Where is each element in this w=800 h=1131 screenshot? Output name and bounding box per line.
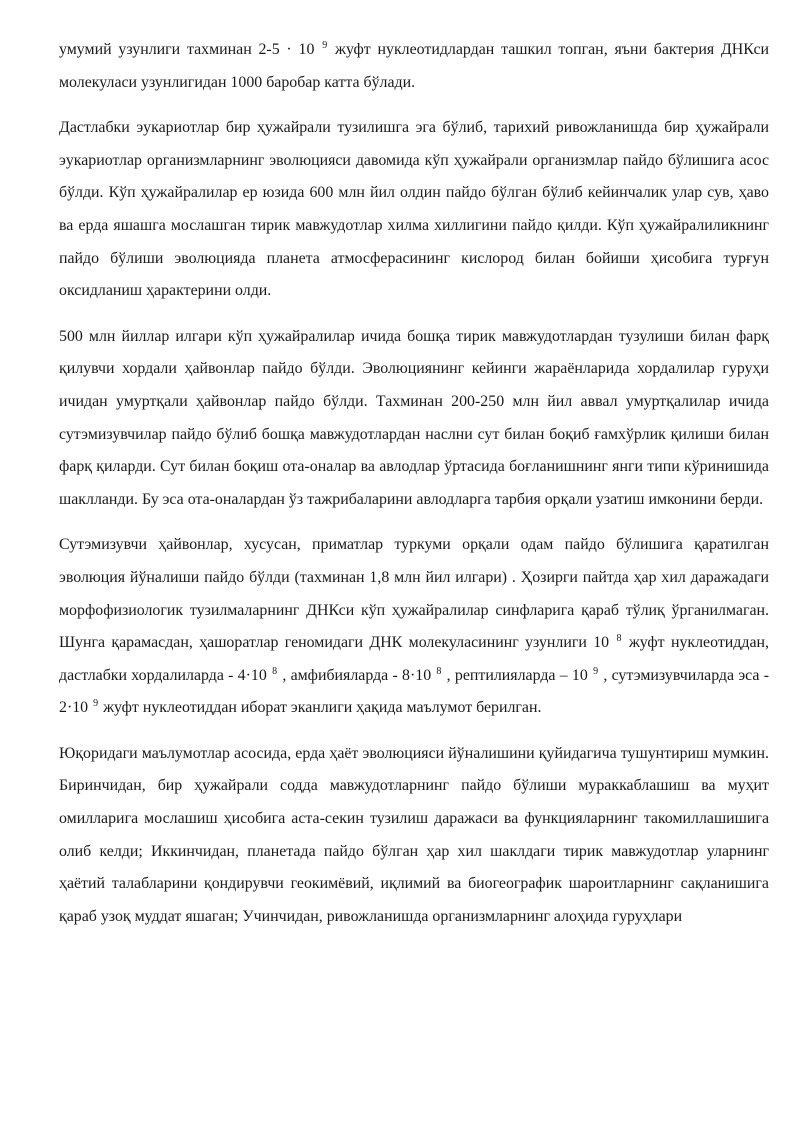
text-run: , рептилияларда – 10 xyxy=(442,666,593,684)
text-run: Дастлабки эукариотлар бир ҳужайрали тузилишга эга бўлиб, тарихий ривожланишда бир ҳужайрали эукариотлар организмларнинг эволюцияси давомида кўп ҳужайрали организмлар пайдо бўлишига асос бўлди. Кўп ҳужайралилар ер юзида 600 млн йил олдин пайдо бўлган бўлиб кейинчалик улар сув, ҳаво ва ерда яшашга мослашган тирик мавжудотлар хилма хиллигини пайдо қилди. Кўп ҳужайралиликнинг пайдо бўлиши эволюцияда планета атмосферасининг кислород билан бойиши ҳисобига турғун оксидланиш ҳарактерини олди. xyxy=(59,119,769,300)
text-run: , сутэмизувчиларда эса - 2·10 xyxy=(59,666,769,717)
paragraph-5 xyxy=(59,738,769,934)
paragraph-1 xyxy=(59,34,769,99)
text-run: жуфт нуклеотидлардан ташкил топган, яъни бактерия ДНКси молекуласи узунлигидан 1000 баробар катта бўлади. xyxy=(59,41,770,91)
text-run: , амфибияларда - 8·10 xyxy=(278,666,436,684)
paragraph-3 xyxy=(59,321,769,517)
text-run: Сутэмизувчи ҳайвонлар, хусусан, приматлар туркуми орқали одам пайдо бўлишига қаратилган эволюция йўналиши пайдо бўлди (тахминан 1,8 млн йил илгари) . Ҳозирги пайтда ҳар хил даражадаги морфофизиологик тузилмаларнинг ДНКси кўп ҳужайралилар синфларига қараб тўлиқ ўрганилмаган. Шунга қарамасдан, ҳашоратлар геномидаги ДНК молекуласининг узунлиги 10 xyxy=(59,536,769,652)
superscript-exponent: 9 xyxy=(93,698,99,710)
text-run: 500 млн йиллар илгари кўп ҳужайралилар ичида бошқа тирик мавжудотлардан тузулиши билан фарқ қилувчи хордали ҳайвонлар пайдо бўлди. Эволюциянинг кейинги жараёнларида хордалилар гуруҳи ичидан умуртқали ҳайвонлар пайдо бўлди. Тахминан 200-250 млн йил аввал умуртқалилар ичида сутэмизувчилар пайдо бўлиб бошқа мавжудотлардан наслни сут билан боқиб ғамхўрлик қилиши билан фарқ қиларди. Сут билан боқиш ота-оналар ва авлодлар ўртасида боғланишнинг янги типи кўринишида шаклланди. Бу эса ота-оналардан ўз тажрибаларини авлодларга тарбия орқали узатиш имконини берди. xyxy=(59,327,769,508)
text-run: Юқоридаги маълумотлар асосида, ерда ҳаёт эволюцияси йўналишини қуйидагича тушунтириш мумкин. Биринчидан, бир ҳужайрали содда мавжудотларнинг пайдо бўлиши мураккаблашиш ва муҳит омилларига мослашиш ҳисобига аста-секин тузилиш даражаси ва функцияларнинг такомиллашишига олиб келди; Иккинчидан, планетада пайдо бўлган ҳар хил шаклдаги тирик мавжудотлар уларнинг ҳаётий талабларини қондирувчи геокимёвий, иқлимий ва биогеографик шароитларнинг сақланишига қараб узоқ муддат яшаган; Учинчидан, ривожланишда организмларнинг алоҳида гуруҳлари xyxy=(59,744,769,925)
superscript-exponent: 8 xyxy=(436,665,442,677)
superscript-exponent: 9 xyxy=(593,665,599,677)
paragraph-4 xyxy=(59,529,769,725)
text-run: жуфт нуклеотиддан иборат эканлиги ҳақида маълумот берилган. xyxy=(99,699,542,717)
paragraph-2 xyxy=(59,112,769,308)
superscript-exponent: 8 xyxy=(272,665,278,677)
text-run: жуфт нуклеотиддан, дастлабки хордалиларда - 4·10 xyxy=(59,634,769,684)
text-run: умумий узунлиги тахминан 2-5 · 10 xyxy=(59,41,322,58)
superscript-exponent: 8 xyxy=(616,633,622,645)
superscript-exponent: 9 xyxy=(322,40,328,51)
